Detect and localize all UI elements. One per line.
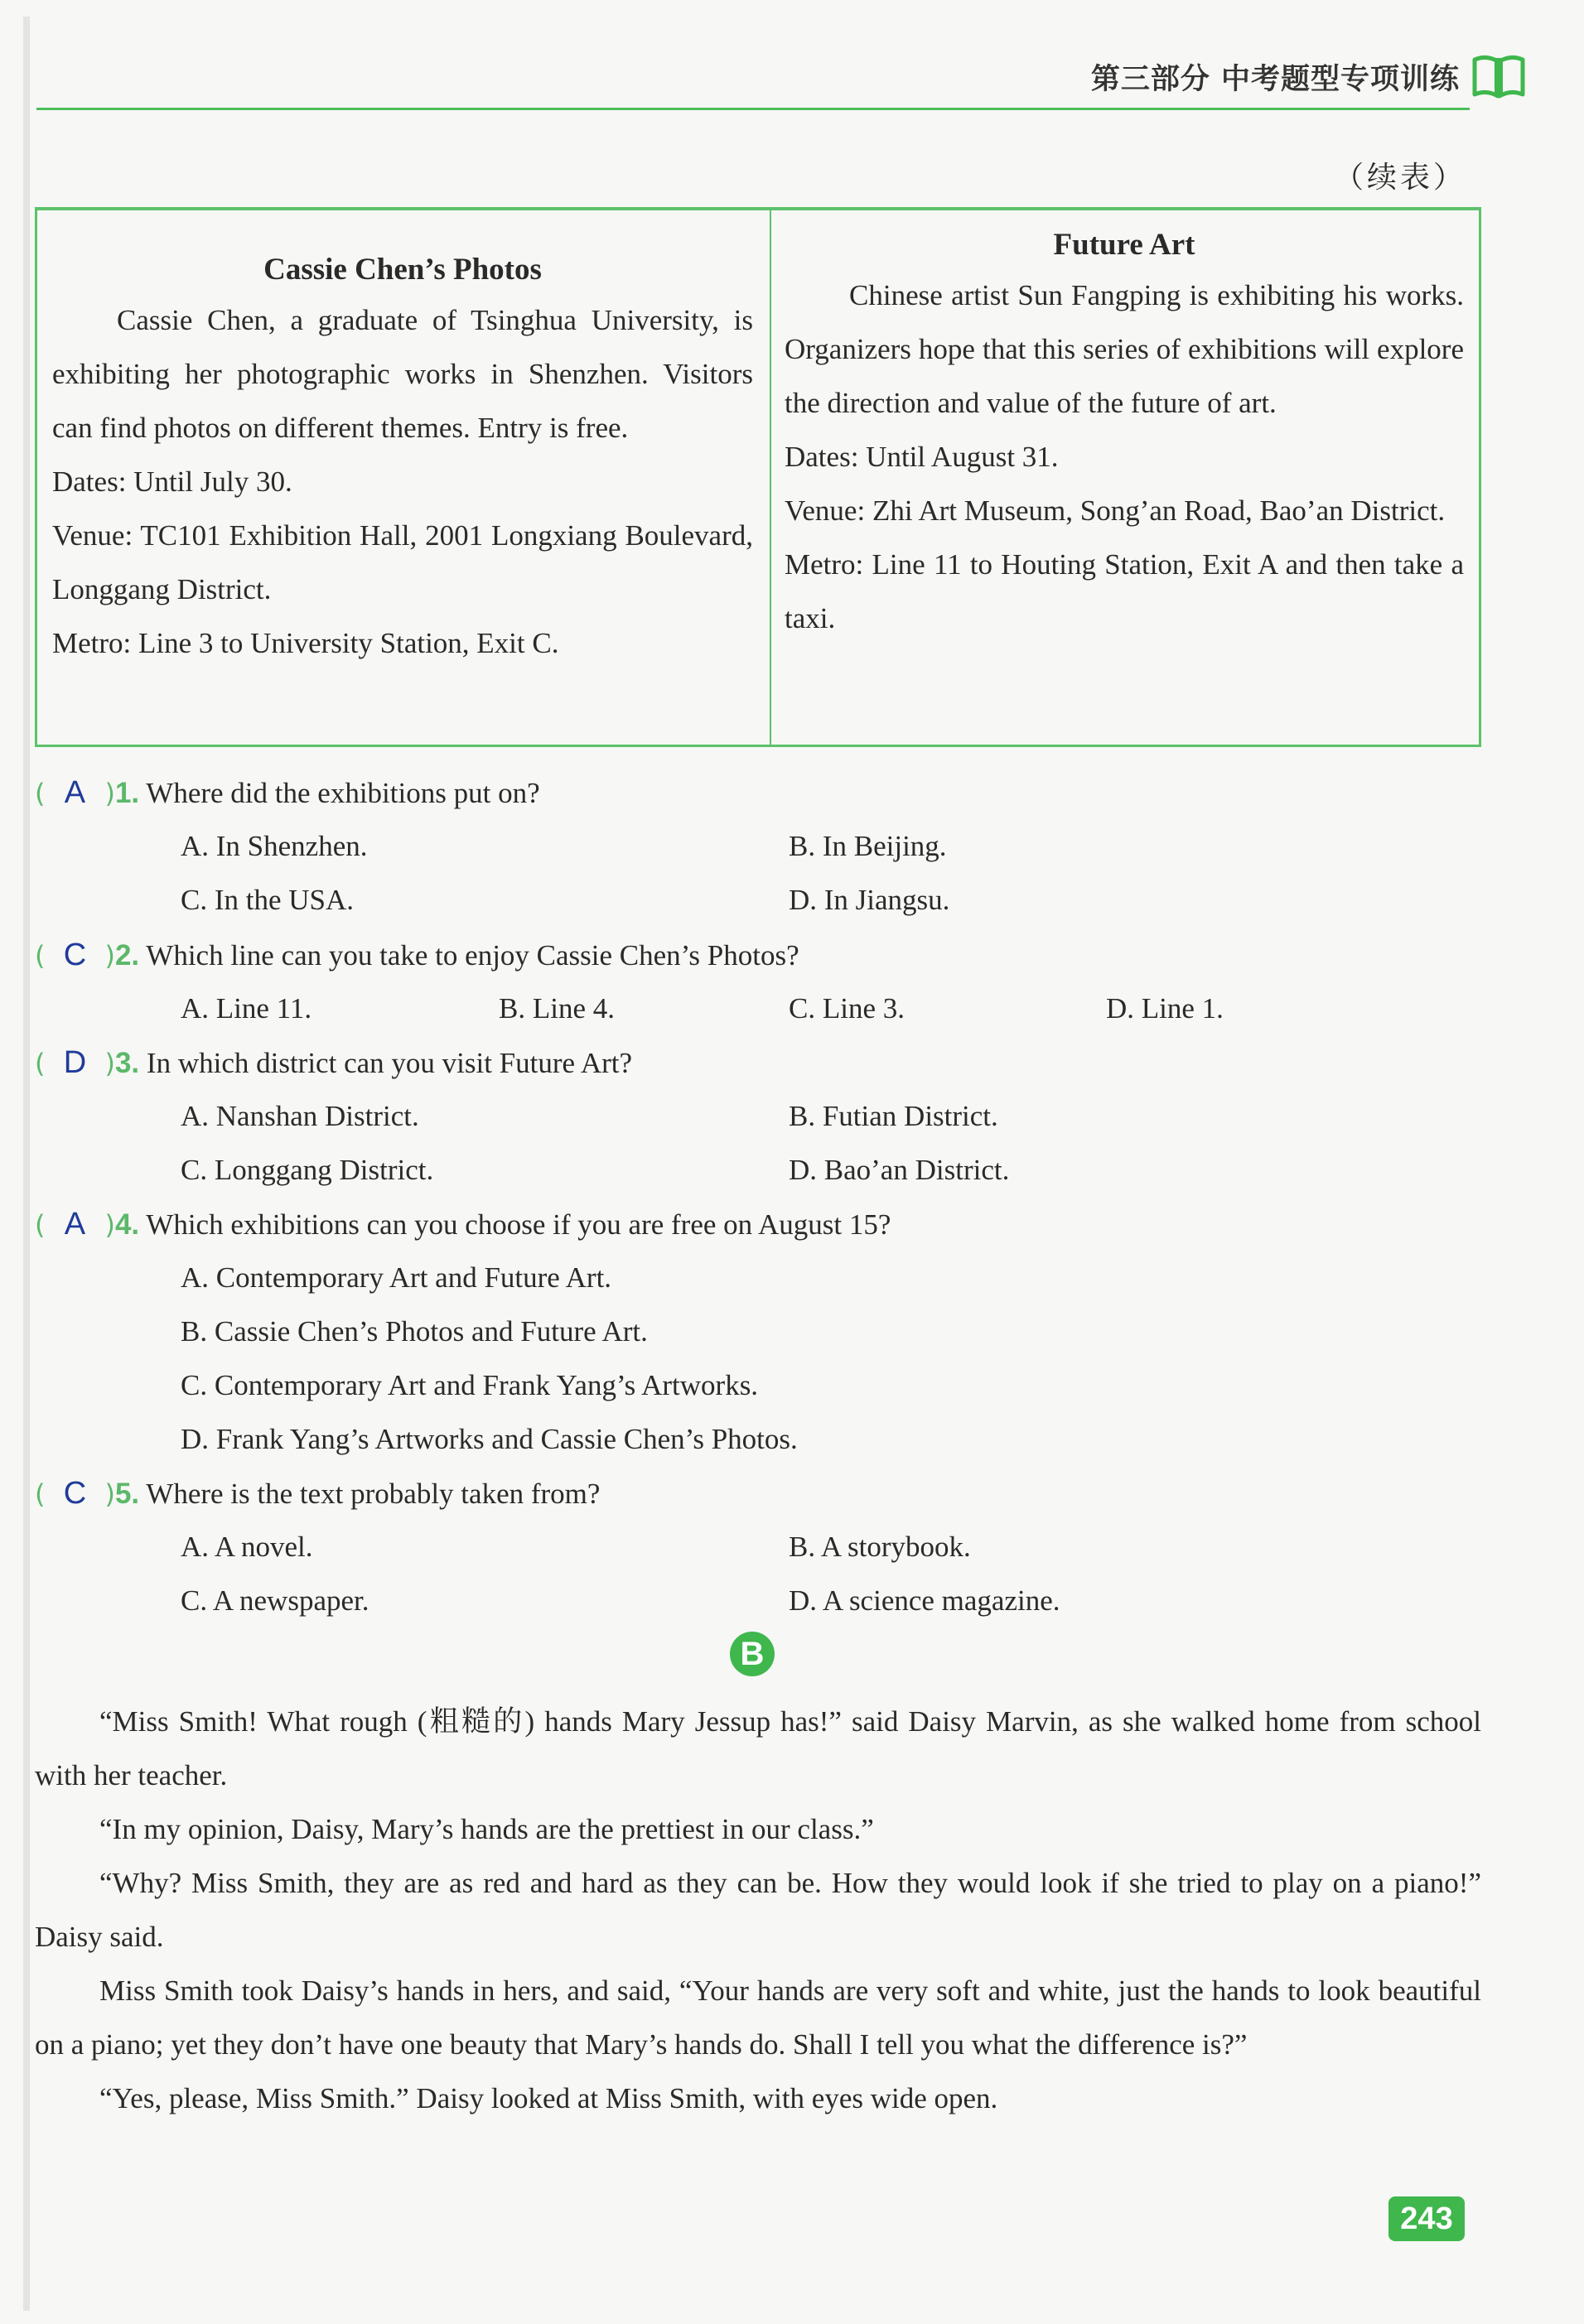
header-rule <box>36 108 1470 110</box>
notice-future-art <box>771 210 1479 745</box>
answer-mark: A <box>64 775 86 810</box>
answer-mark: C <box>63 938 87 972</box>
passage-paragraph: “Miss Smith! What rough (粗糙的) hands Mary Jessup has!” said Daisy Marvin, as she walked home from school with her teacher. <box>35 1705 1481 1791</box>
answer-close-paren: ) <box>104 1209 115 1241</box>
answer-close-paren: ) <box>104 1478 115 1510</box>
notice-description: Cassie Chen, a graduate of Tsinghua University, is exhibiting her photographic works in Shenzhen. Visitors can find photos on different themes. Entry is free. <box>52 304 753 444</box>
option-d: D. A science magazine. <box>789 1584 1060 1617</box>
question-text: Which line can you take to enjoy Cassie Chen’s Photos? <box>146 939 799 972</box>
answer-mark: C <box>63 1476 87 1511</box>
question-text: Where is the text probably taken from? <box>146 1478 601 1510</box>
option-d: D. Line 1. <box>1106 992 1224 1025</box>
open-book-icon <box>1470 51 1528 101</box>
option-d: D. Bao’an District. <box>789 1154 1010 1186</box>
notice-metro: Metro: Line 11 to Houting Station, Exit A and then take a taxi. <box>785 548 1464 634</box>
page-header-title: 第三部分 中考题型专项训练 <box>1090 63 1460 96</box>
question-text: Where did the exhibitions put on? <box>146 777 540 809</box>
option-c: C. Contemporary Art and Frank Yang’s Artworks. <box>181 1369 759 1401</box>
answer-open-paren: ( <box>35 1048 46 1079</box>
notice-description: Chinese artist Sun Fangping is exhibiting his works. Organizers hope that this series of exhibitions will explore the direction and value of the future of art. <box>785 279 1464 419</box>
option-b: B. Line 4. <box>499 992 615 1025</box>
continued-label: （续表） <box>1333 161 1466 194</box>
notice-dates: Dates: Until July 30. <box>52 465 292 498</box>
passage-paragraph: “Yes, please, Miss Smith.” Daisy looked at Miss Smith, with eyes wide open. <box>99 2082 998 2114</box>
question-3 <box>35 1042 632 1084</box>
passage-paragraph: “In my opinion, Daisy, Mary’s hands are the prettiest in our class.” <box>99 1813 874 1845</box>
option-a: A. Line 11. <box>181 992 312 1025</box>
notice-metro: Metro: Line 3 to University Station, Exit C. <box>52 627 559 659</box>
question-number: 2. <box>114 939 140 972</box>
notice-dates: Dates: Until August 31. <box>785 441 1059 473</box>
option-b: B. A storybook. <box>789 1531 971 1563</box>
option-d: D. Frank Yang’s Artworks and Cassie Chen’s Photos. <box>181 1423 798 1455</box>
option-c: C. A newspaper. <box>181 1584 369 1617</box>
answer-open-paren: ( <box>35 1209 46 1241</box>
question-number: 5. <box>114 1478 140 1510</box>
notice-venue: Venue: Zhi Art Museum, Song’an Road, Bao’an District. <box>785 494 1446 527</box>
notice-venue: Venue: TC101 Exhibition Hall, 2001 Longxiang Boulevard, Longgang District. <box>52 519 753 605</box>
question-text: Which exhibitions can you choose if you are free on August 15? <box>146 1208 891 1241</box>
page-binding-edge <box>23 17 30 2311</box>
question-1 <box>35 772 540 814</box>
passage-paragraph: Miss Smith took Daisy’s hands in hers, and said, “Your hands are very soft and white, just the hands to look beautiful on a piano; yet they don’t have one beauty that Mary’s hands do. Shall I tell you what the difference is?” <box>35 1974 1481 2061</box>
answer-mark: D <box>63 1045 87 1080</box>
option-a: A. In Shenzhen. <box>181 830 368 862</box>
option-b: B. Futian District. <box>789 1100 998 1132</box>
notice-cassie-chen <box>37 210 771 745</box>
answer-mark: A <box>64 1207 86 1242</box>
notice-title: Future Art <box>1053 228 1195 262</box>
notice-title: Cassie Chen’s Photos <box>263 253 542 287</box>
question-5 <box>35 1473 600 1515</box>
option-a: A. Nanshan District. <box>181 1100 419 1132</box>
question-4 <box>35 1203 891 1246</box>
answer-close-paren: ) <box>104 940 115 972</box>
question-number: 3. <box>114 1047 140 1079</box>
option-c: C. Line 3. <box>789 992 905 1025</box>
reading-passage-b <box>35 1695 1481 2125</box>
option-c: C. In the USA. <box>181 884 355 916</box>
page-number: 243 <box>1388 2196 1465 2241</box>
option-a: A. Contemporary Art and Future Art. <box>181 1261 612 1294</box>
question-text: In which district can you visit Future Art? <box>146 1047 633 1079</box>
question-number: 4. <box>114 1208 140 1241</box>
answer-close-paren: ) <box>104 1048 115 1079</box>
answer-open-paren: ( <box>35 1478 46 1510</box>
question-2 <box>35 934 799 976</box>
question-number: 1. <box>114 777 140 809</box>
exhibition-notice-table <box>35 207 1481 747</box>
option-b: B. In Beijing. <box>789 830 947 862</box>
option-c: C. Longgang District. <box>181 1154 434 1186</box>
section-b-badge: B <box>730 1632 775 1676</box>
answer-open-paren: ( <box>35 778 46 809</box>
passage-paragraph: “Why? Miss Smith, they are as red and hard as they can be. How they would look if she tried to play on a piano!” Daisy said. <box>35 1867 1481 1953</box>
answer-close-paren: ) <box>104 778 115 809</box>
answer-open-paren: ( <box>35 940 46 972</box>
option-a: A. A novel. <box>181 1531 313 1563</box>
option-b: B. Cassie Chen’s Photos and Future Art. <box>181 1315 648 1348</box>
option-d: D. In Jiangsu. <box>789 884 950 916</box>
